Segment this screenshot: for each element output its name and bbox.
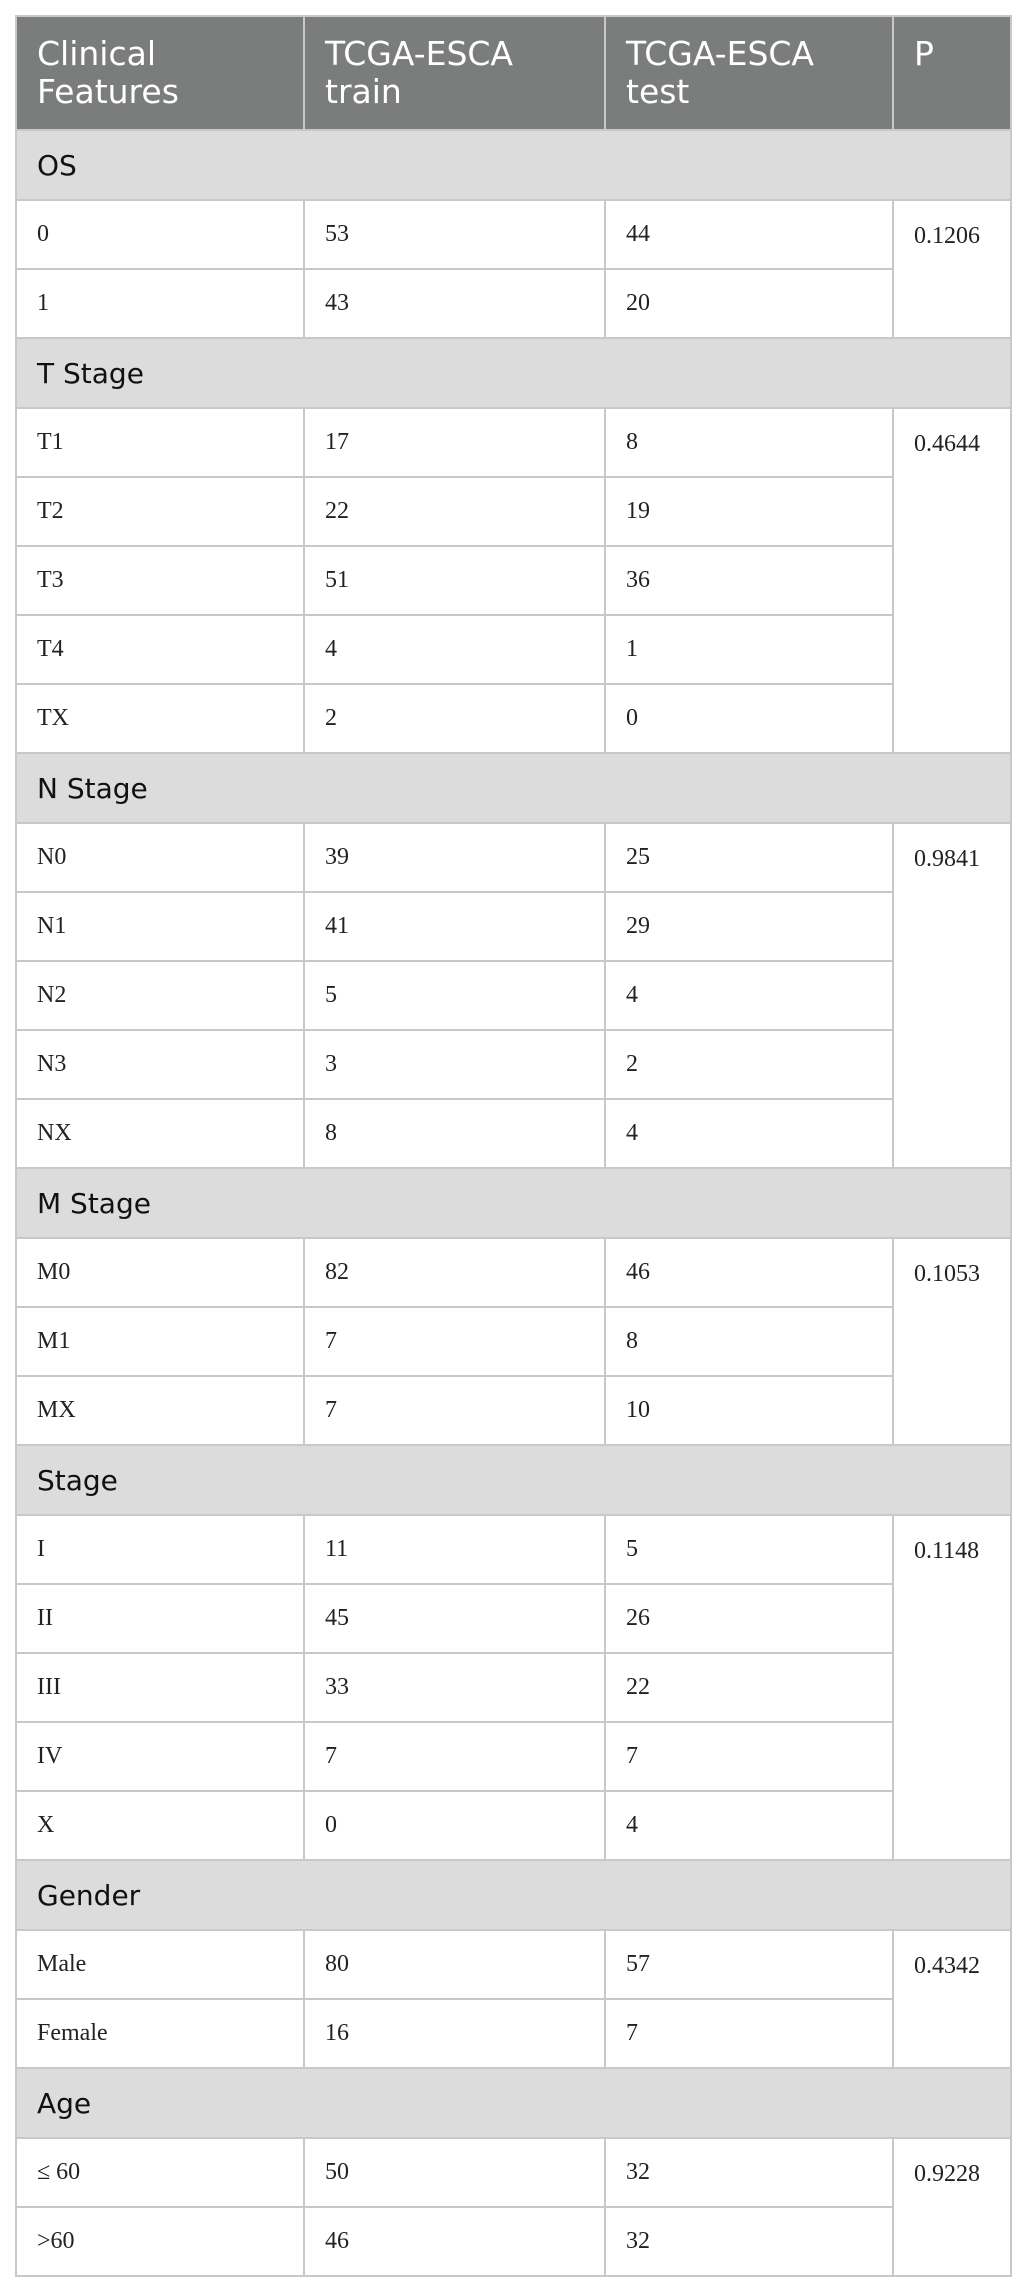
table-row	[16, 546, 1011, 615]
section-row	[16, 338, 1011, 408]
feature-cell: Male	[16, 1930, 304, 1999]
test-count-cell: 7	[605, 1999, 893, 2068]
feature-cell: Female	[16, 1999, 304, 2068]
table-row	[16, 1999, 1011, 2068]
test-count-cell: 4	[605, 1099, 893, 1168]
table-row	[16, 408, 1011, 477]
feature-cell: T4	[16, 615, 304, 684]
feature-cell: MX	[16, 1376, 304, 1445]
table-row	[16, 269, 1011, 338]
table-row	[16, 1307, 1011, 1376]
table-row	[16, 477, 1011, 546]
header-clinical-features: Clinical Features	[16, 16, 304, 130]
feature-cell: N0	[16, 823, 304, 892]
train-count-cell: 4	[304, 615, 605, 684]
section-title: Age	[16, 2068, 1011, 2138]
feature-cell: N2	[16, 961, 304, 1030]
p-value-cell: 0.9228	[893, 2138, 1011, 2276]
section-title: M Stage	[16, 1168, 1011, 1238]
train-count-cell: 43	[304, 269, 605, 338]
p-value-cell: 0.1148	[893, 1515, 1011, 1860]
table-row	[16, 684, 1011, 753]
train-count-cell: 51	[304, 546, 605, 615]
train-count-cell: 53	[304, 200, 605, 269]
train-count-cell: 0	[304, 1791, 605, 1860]
train-count-cell: 39	[304, 823, 605, 892]
feature-cell: ≤ 60	[16, 2138, 304, 2207]
feature-cell: I	[16, 1515, 304, 1584]
table-row	[16, 823, 1011, 892]
train-count-cell: 7	[304, 1307, 605, 1376]
section-row	[16, 2068, 1011, 2138]
train-count-cell: 5	[304, 961, 605, 1030]
header-p: P	[893, 16, 1011, 130]
test-count-cell: 8	[605, 408, 893, 477]
train-count-cell: 41	[304, 892, 605, 961]
test-count-cell: 36	[605, 546, 893, 615]
test-count-cell: 32	[605, 2207, 893, 2276]
train-count-cell: 8	[304, 1099, 605, 1168]
feature-cell: N1	[16, 892, 304, 961]
test-count-cell: 0	[605, 684, 893, 753]
feature-cell: X	[16, 1791, 304, 1860]
table-row	[16, 1030, 1011, 1099]
test-count-cell: 22	[605, 1653, 893, 1722]
section-row	[16, 753, 1011, 823]
clinical-features-table	[15, 15, 1012, 2277]
test-count-cell: 7	[605, 1722, 893, 1791]
table-row	[16, 961, 1011, 1030]
table-row	[16, 1238, 1011, 1307]
train-count-cell: 22	[304, 477, 605, 546]
table-row	[16, 2207, 1011, 2276]
train-count-cell: 50	[304, 2138, 605, 2207]
table-row	[16, 1653, 1011, 1722]
header-test: TCGA-ESCA test	[605, 16, 893, 130]
header-train: TCGA-ESCA train	[304, 16, 605, 130]
train-count-cell: 2	[304, 684, 605, 753]
feature-cell: IV	[16, 1722, 304, 1791]
feature-cell: 0	[16, 200, 304, 269]
train-count-cell: 7	[304, 1722, 605, 1791]
feature-cell: N3	[16, 1030, 304, 1099]
test-count-cell: 2	[605, 1030, 893, 1099]
table-row	[16, 2138, 1011, 2207]
test-count-cell: 19	[605, 477, 893, 546]
train-count-cell: 11	[304, 1515, 605, 1584]
feature-cell: T2	[16, 477, 304, 546]
table-row	[16, 1515, 1011, 1584]
test-count-cell: 32	[605, 2138, 893, 2207]
section-title: Stage	[16, 1445, 1011, 1515]
test-count-cell: 4	[605, 961, 893, 1030]
test-count-cell: 26	[605, 1584, 893, 1653]
test-count-cell: 44	[605, 200, 893, 269]
test-count-cell: 10	[605, 1376, 893, 1445]
p-value-cell: 0.1206	[893, 200, 1011, 338]
test-count-cell: 1	[605, 615, 893, 684]
train-count-cell: 3	[304, 1030, 605, 1099]
test-count-cell: 4	[605, 1791, 893, 1860]
section-title: Gender	[16, 1860, 1011, 1930]
feature-cell: 1	[16, 269, 304, 338]
feature-cell: T1	[16, 408, 304, 477]
table-row	[16, 615, 1011, 684]
section-title: N Stage	[16, 753, 1011, 823]
test-count-cell: 5	[605, 1515, 893, 1584]
train-count-cell: 46	[304, 2207, 605, 2276]
train-count-cell: 7	[304, 1376, 605, 1445]
test-count-cell: 20	[605, 269, 893, 338]
feature-cell: >60	[16, 2207, 304, 2276]
test-count-cell: 29	[605, 892, 893, 961]
test-count-cell: 57	[605, 1930, 893, 1999]
feature-cell: M1	[16, 1307, 304, 1376]
table-row	[16, 200, 1011, 269]
p-value-cell: 0.1053	[893, 1238, 1011, 1445]
table-row	[16, 1584, 1011, 1653]
table-row	[16, 1376, 1011, 1445]
p-value-cell: 0.9841	[893, 823, 1011, 1168]
table-row	[16, 1099, 1011, 1168]
table-row	[16, 892, 1011, 961]
table-row	[16, 1791, 1011, 1860]
train-count-cell: 80	[304, 1930, 605, 1999]
test-count-cell: 8	[605, 1307, 893, 1376]
p-value-cell: 0.4644	[893, 408, 1011, 753]
table-body	[16, 130, 1011, 2276]
section-title: OS	[16, 130, 1011, 200]
feature-cell: M0	[16, 1238, 304, 1307]
feature-cell: TX	[16, 684, 304, 753]
section-row	[16, 1860, 1011, 1930]
table-row	[16, 1930, 1011, 1999]
table-header	[16, 16, 1011, 130]
section-row	[16, 1445, 1011, 1515]
section-row	[16, 130, 1011, 200]
test-count-cell: 46	[605, 1238, 893, 1307]
section-title: T Stage	[16, 338, 1011, 408]
train-count-cell: 17	[304, 408, 605, 477]
train-count-cell: 33	[304, 1653, 605, 1722]
train-count-cell: 16	[304, 1999, 605, 2068]
train-count-cell: 82	[304, 1238, 605, 1307]
header-row	[16, 16, 1011, 130]
feature-cell: II	[16, 1584, 304, 1653]
p-value-cell: 0.4342	[893, 1930, 1011, 2068]
table-row	[16, 1722, 1011, 1791]
section-row	[16, 1168, 1011, 1238]
feature-cell: T3	[16, 546, 304, 615]
feature-cell: III	[16, 1653, 304, 1722]
train-count-cell: 45	[304, 1584, 605, 1653]
test-count-cell: 25	[605, 823, 893, 892]
feature-cell: NX	[16, 1099, 304, 1168]
